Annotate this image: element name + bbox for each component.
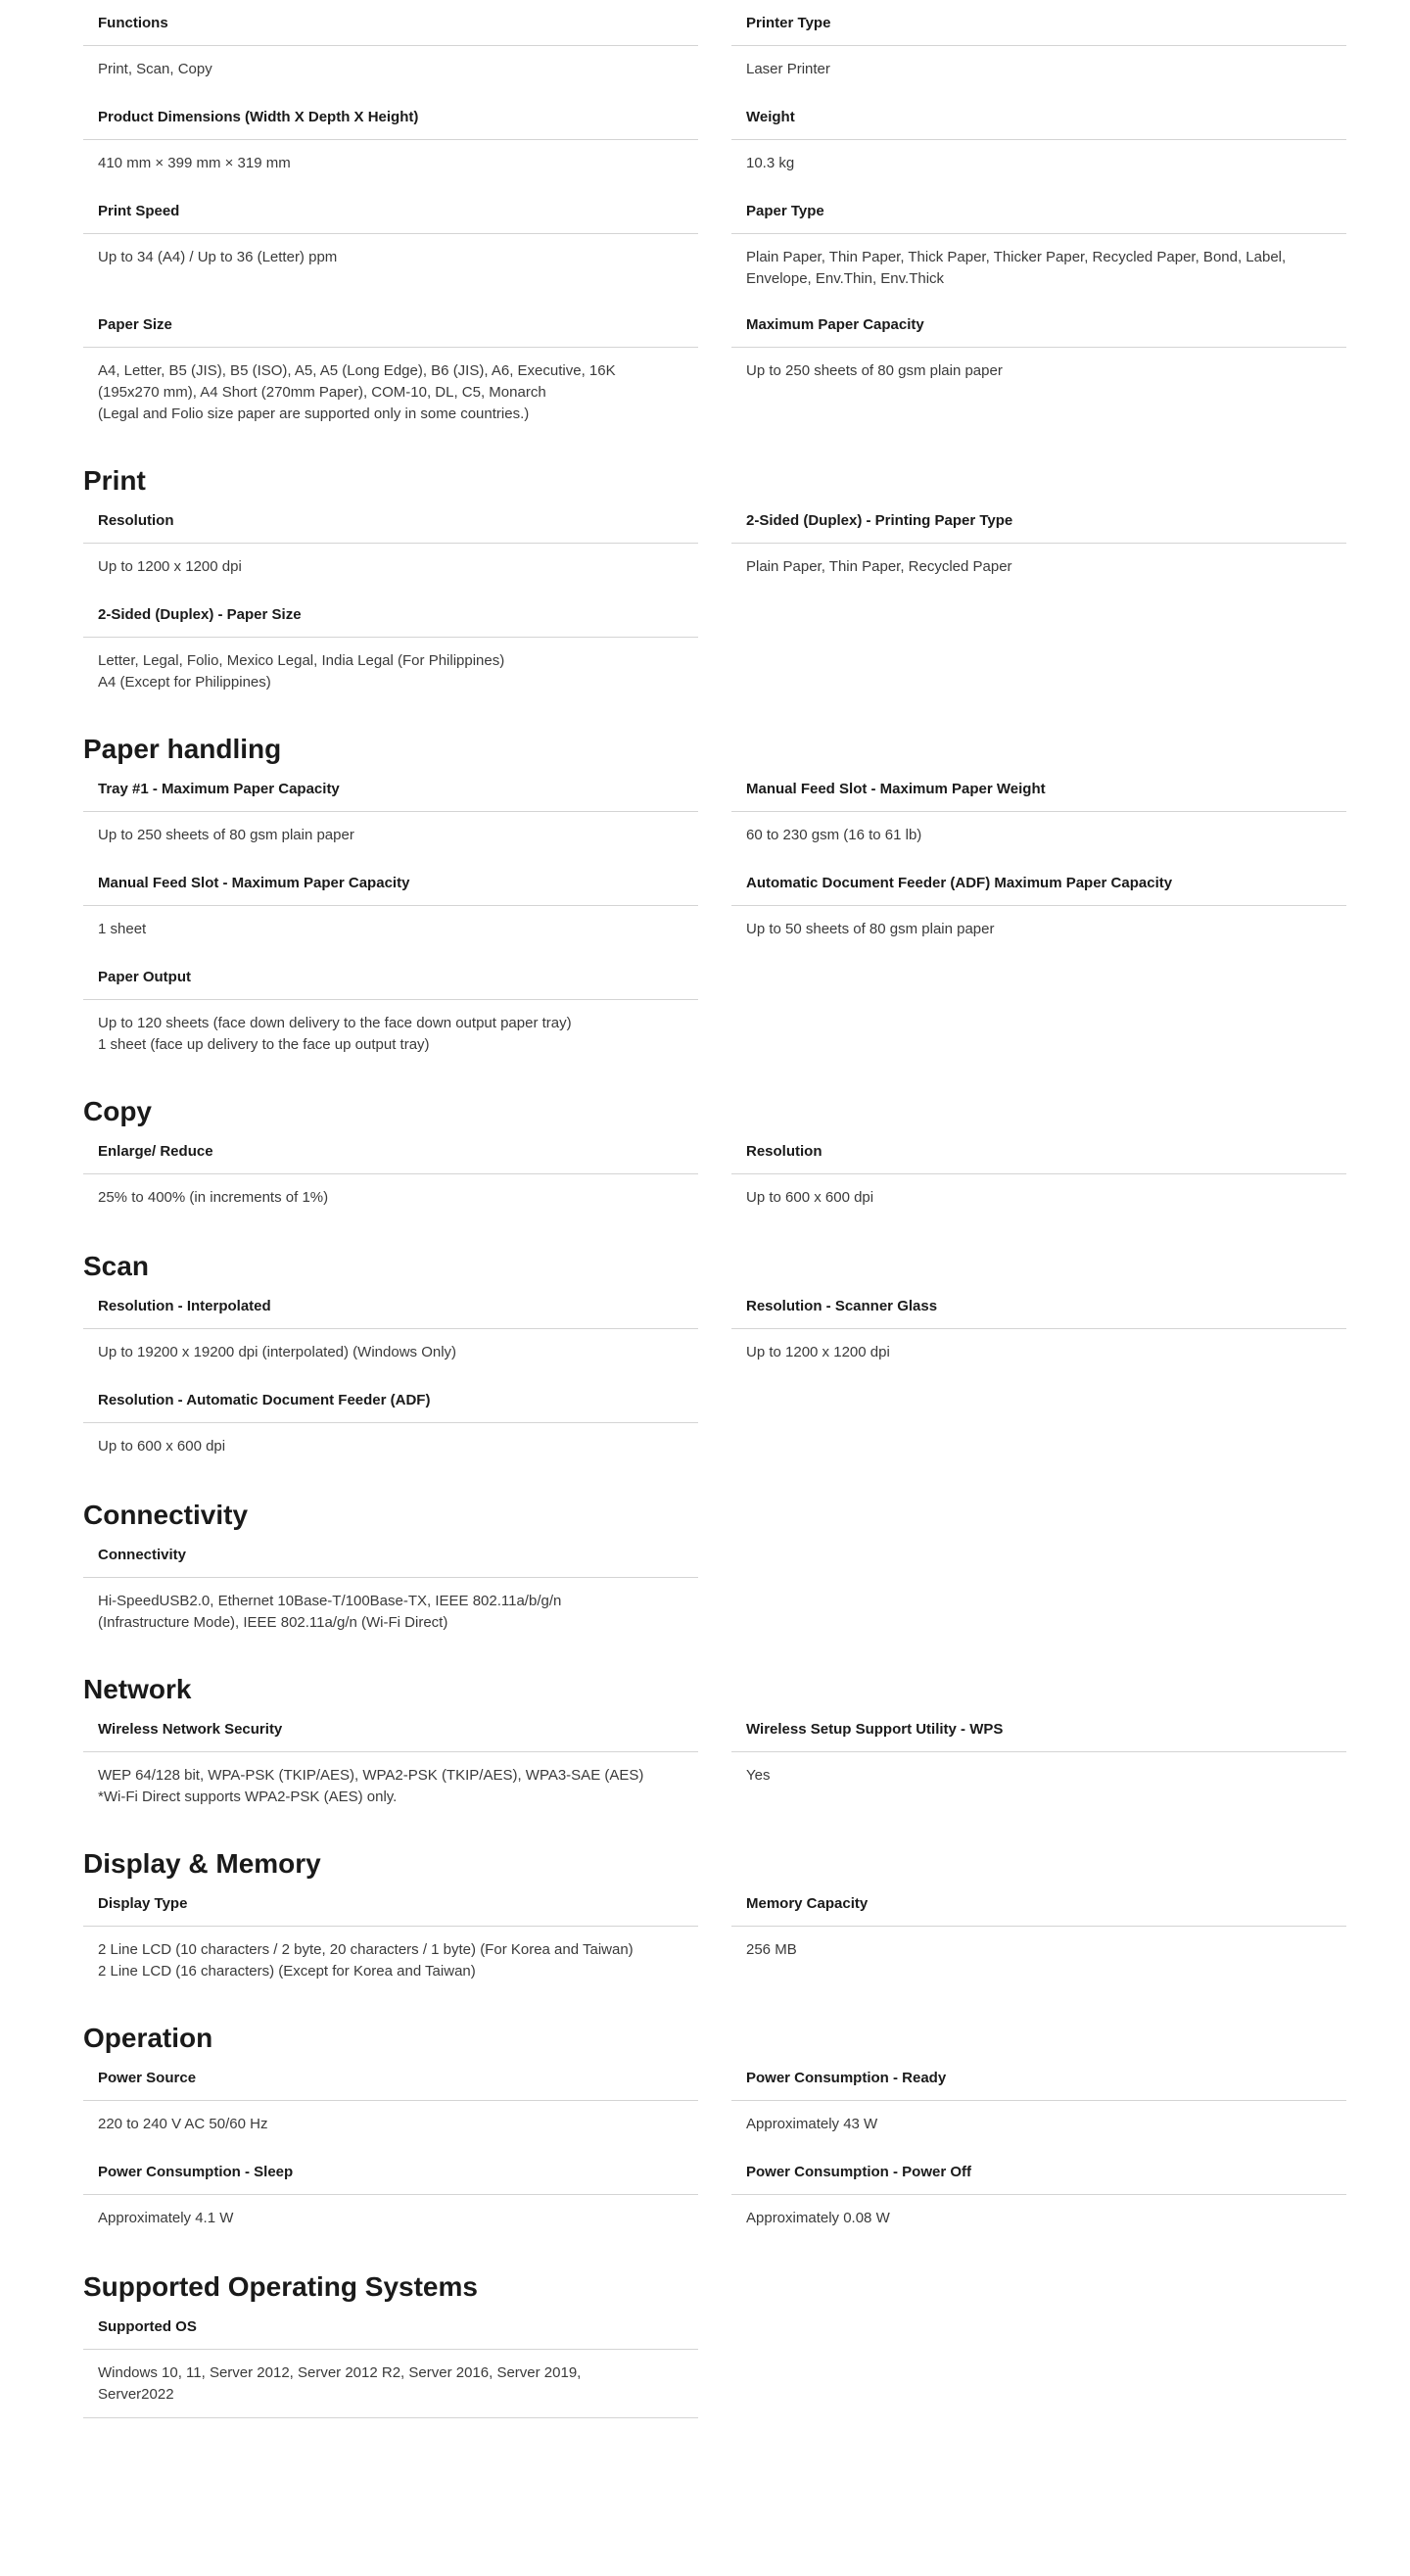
spec-section-paper-handling xyxy=(83,733,1346,1068)
spec-label: Connectivity xyxy=(83,1532,698,1578)
spec-item xyxy=(83,2055,698,2149)
spec-item xyxy=(731,766,1346,860)
spec-label: Manual Feed Slot - Maximum Paper Capacity xyxy=(83,860,698,906)
spec-item xyxy=(83,592,698,705)
specifications-list xyxy=(83,0,1346,2446)
spec-grid xyxy=(83,1881,1346,1994)
spec-label: Resolution xyxy=(83,498,698,544)
spec-label: Tray #1 - Maximum Paper Capacity xyxy=(83,766,698,812)
spec-value: Up to 120 sheets (face down delivery to the face down output paper tray) 1 sheet (face up delivery to the face up output tray) xyxy=(98,1015,572,1053)
section-title: Print xyxy=(83,465,146,496)
spec-item xyxy=(731,1706,1346,1820)
spec-item xyxy=(83,1377,698,1471)
spec-item xyxy=(731,498,1346,592)
spec-item xyxy=(83,188,698,302)
spec-grid xyxy=(83,2055,1346,2243)
spec-label: Product Dimensions (Width X Depth X Height) xyxy=(83,94,698,140)
spec-item xyxy=(83,766,698,860)
spec-label: Resolution - Interpolated xyxy=(83,1283,698,1329)
spec-label: Power Consumption - Sleep xyxy=(83,2149,698,2195)
section-title: Operation xyxy=(83,2023,213,2053)
spec-label: Power Source xyxy=(83,2055,698,2101)
spec-section-copy xyxy=(83,1095,1346,1222)
spec-value: Approximately 43 W xyxy=(746,2116,878,2132)
spec-item xyxy=(731,2149,1346,2243)
spec-value: Laser Printer xyxy=(746,61,830,77)
spec-item xyxy=(731,188,1346,302)
spec-label: 2-Sided (Duplex) - Printing Paper Type xyxy=(731,498,1346,544)
spec-label: Resolution xyxy=(731,1128,1346,1174)
spec-label: Memory Capacity xyxy=(731,1881,1346,1927)
spec-value: 256 MB xyxy=(746,1941,797,1958)
spec-section-print xyxy=(83,464,1346,705)
spec-grid xyxy=(83,0,1346,437)
section-title: Display & Memory xyxy=(83,1848,321,1879)
spec-label: Wireless Setup Support Utility - WPS xyxy=(731,1706,1346,1752)
spec-value: Hi-SpeedUSB2.0, Ethernet 10Base-T/100Base-TX, IEEE 802.11a/b/g/n (Infrastructure Mode), IEEE 802.11a/g/n (Wi-Fi Direct) xyxy=(98,1593,562,1631)
spec-item xyxy=(731,0,1346,94)
spec-value: Windows 10, 11, Server 2012, Server 2012 R2, Server 2016, Server 2019, Server2022 xyxy=(83,2350,698,2418)
spec-item xyxy=(83,302,698,437)
spec-item xyxy=(731,1881,1346,1994)
spec-label: Weight xyxy=(731,94,1346,140)
spec-value: Up to 1200 x 1200 dpi xyxy=(746,1344,890,1360)
spec-item xyxy=(731,302,1346,437)
spec-item xyxy=(83,0,698,94)
spec-grid xyxy=(83,2304,1346,2418)
spec-value: Up to 250 sheets of 80 gsm plain paper xyxy=(746,362,1003,379)
spec-label: Maximum Paper Capacity xyxy=(731,302,1346,348)
spec-grid xyxy=(83,1706,1346,1820)
spec-value: Up to 600 x 600 dpi xyxy=(746,1189,874,1206)
spec-item xyxy=(83,1532,698,1646)
spec-value: 2 Line LCD (10 characters / 2 byte, 20 characters / 1 byte) (For Korea and Taiwan) 2 Line LCD (16 characters) (Except for Korea and Taiwan) xyxy=(98,1941,634,1980)
spec-item xyxy=(83,1706,698,1820)
spec-label: Paper Type xyxy=(731,188,1346,234)
spec-label: Wireless Network Security xyxy=(83,1706,698,1752)
spec-section-scan xyxy=(83,1250,1346,1471)
spec-grid xyxy=(83,498,1346,705)
spec-value: 220 to 240 V AC 50/60 Hz xyxy=(98,2116,268,2132)
spec-value: 25% to 400% (in increments of 1%) xyxy=(98,1189,329,1206)
spec-grid xyxy=(83,1532,1346,1646)
spec-section-network xyxy=(83,1673,1346,1820)
spec-value: Up to 600 x 600 dpi xyxy=(98,1438,226,1455)
spec-value: Approximately 4.1 W xyxy=(98,2210,234,2226)
spec-section-connectivity xyxy=(83,1499,1346,1646)
spec-label: Automatic Document Feeder (ADF) Maximum Paper Capacity xyxy=(731,860,1346,906)
spec-value: Up to 50 sheets of 80 gsm plain paper xyxy=(746,921,995,937)
spec-value: Print, Scan, Copy xyxy=(98,61,212,77)
section-title: Paper handling xyxy=(83,734,282,764)
spec-item xyxy=(731,2055,1346,2149)
spec-value: Up to 1200 x 1200 dpi xyxy=(98,558,242,575)
spec-item xyxy=(731,860,1346,954)
spec-value: 1 sheet xyxy=(98,921,147,937)
spec-grid xyxy=(83,766,1346,1068)
spec-item xyxy=(731,94,1346,188)
spec-item xyxy=(83,860,698,954)
spec-value: Plain Paper, Thin Paper, Recycled Paper xyxy=(746,558,1012,575)
spec-item xyxy=(83,954,698,1068)
spec-value: Yes xyxy=(746,1767,771,1784)
spec-item xyxy=(731,1283,1346,1377)
spec-item xyxy=(83,94,698,188)
spec-label: Supported OS xyxy=(83,2304,698,2350)
spec-value: Letter, Legal, Folio, Mexico Legal, India Legal (For Philippines) A4 (Except for Philippines) xyxy=(98,652,505,691)
spec-value: Up to 250 sheets of 80 gsm plain paper xyxy=(98,827,354,843)
spec-item xyxy=(83,2304,698,2418)
spec-value: Approximately 0.08 W xyxy=(746,2210,890,2226)
spec-item xyxy=(731,1128,1346,1222)
spec-grid xyxy=(83,1283,1346,1471)
spec-item xyxy=(83,1881,698,1994)
section-title: Supported Operating Systems xyxy=(83,2271,478,2302)
spec-label: Print Speed xyxy=(83,188,698,234)
spec-label: Resolution - Scanner Glass xyxy=(731,1283,1346,1329)
spec-item xyxy=(83,2149,698,2243)
spec-label: Paper Size xyxy=(83,302,698,348)
spec-item xyxy=(83,1128,698,1222)
spec-value: Up to 34 (A4) / Up to 36 (Letter) ppm xyxy=(98,249,338,265)
spec-section-supported-os xyxy=(83,2270,1346,2418)
spec-label: 2-Sided (Duplex) - Paper Size xyxy=(83,592,698,638)
spec-value: A4, Letter, B5 (JIS), B5 (ISO), A5, A5 (Long Edge), B6 (JIS), A6, Executive, 16K (195x270 mm), A4 Short (270mm Paper), COM-10, DL, C5, Monarch (Legal and Folio size paper are supported only in some countries.) xyxy=(98,362,616,422)
spec-label: Display Type xyxy=(83,1881,698,1927)
spec-section-general xyxy=(83,0,1346,437)
section-title: Copy xyxy=(83,1096,152,1126)
spec-label: Manual Feed Slot - Maximum Paper Weight xyxy=(731,766,1346,812)
spec-value: 410 mm × 399 mm × 319 mm xyxy=(98,155,291,171)
section-title: Network xyxy=(83,1674,192,1704)
section-title: Scan xyxy=(83,1251,149,1281)
spec-label: Power Consumption - Power Off xyxy=(731,2149,1346,2195)
spec-value: WEP 64/128 bit, WPA-PSK (TKIP/AES), WPA2-PSK (TKIP/AES), WPA3-SAE (AES) *Wi-Fi Direct supports WPA2-PSK (AES) only. xyxy=(98,1767,644,1805)
spec-item xyxy=(83,498,698,592)
spec-label: Resolution - Automatic Document Feeder (ADF) xyxy=(83,1377,698,1423)
spec-label: Enlarge/ Reduce xyxy=(83,1128,698,1174)
spec-value: Up to 19200 x 19200 dpi (interpolated) (Windows Only) xyxy=(98,1344,457,1360)
spec-value: Plain Paper, Thin Paper, Thick Paper, Thicker Paper, Recycled Paper, Bond, Label, Envelope, Env.Thin, Env.Thick xyxy=(746,249,1287,287)
spec-value: 60 to 230 gsm (16 to 61 lb) xyxy=(746,827,922,843)
spec-label: Power Consumption - Ready xyxy=(731,2055,1346,2101)
spec-label: Printer Type xyxy=(731,0,1346,46)
section-title: Connectivity xyxy=(83,1500,249,1530)
spec-value: 10.3 kg xyxy=(746,155,795,171)
spec-section-operation xyxy=(83,2022,1346,2243)
spec-item xyxy=(83,1283,698,1377)
spec-section-display-memory xyxy=(83,1847,1346,1994)
spec-label: Functions xyxy=(83,0,698,46)
spec-label: Paper Output xyxy=(83,954,698,1000)
spec-grid xyxy=(83,1128,1346,1222)
